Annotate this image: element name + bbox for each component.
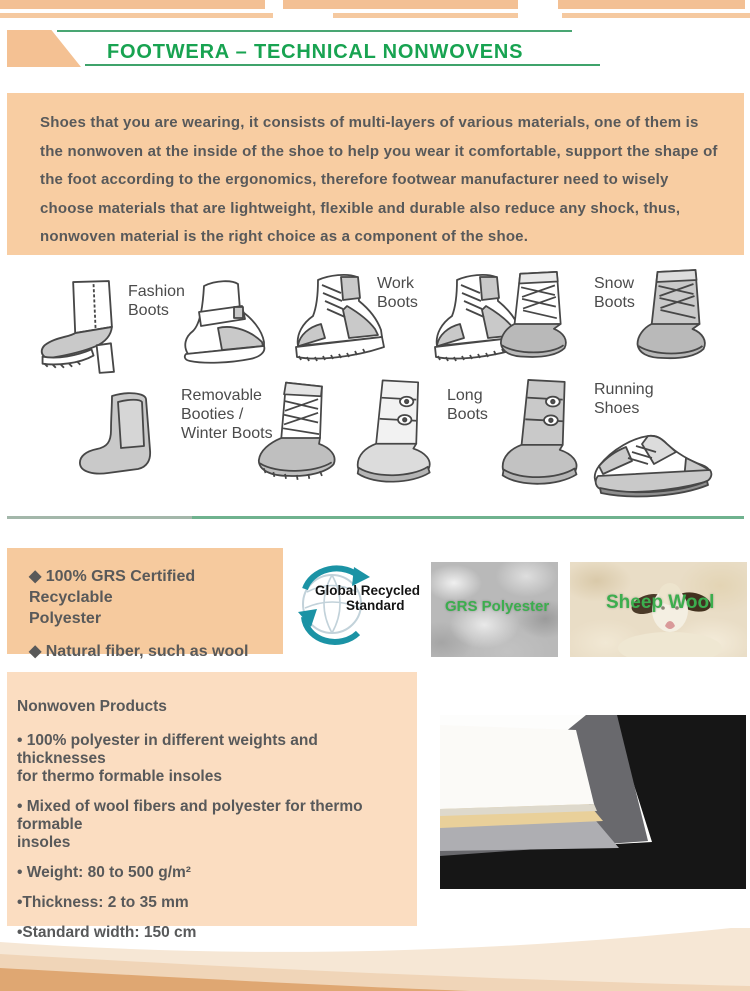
long-boot-icon [492,376,596,502]
grs-logo-text-line1: Global Recycled [315,583,421,598]
header-rule-bottom [85,64,600,66]
material-bullet-line: ◆ 100% GRS Certified Recyclable [29,568,196,606]
fashion-boots-label: Fashion Boots [128,283,185,319]
header-accent-shape [7,30,81,67]
product-item [17,894,403,912]
top-bar-segment [283,0,518,9]
product-item [17,798,403,852]
product-item [17,732,403,786]
removable-booties-label: Removable Booties / Winter Boots [181,387,273,442]
product-item-line: • Mixed of wool fibers and polyester for thermo formable [17,798,363,833]
running-shoe-icon [585,414,717,499]
running-shoes-label: Running Shoes [594,381,654,417]
boot-illustrations-section [0,264,750,510]
top-bar-segment [0,13,273,18]
intro-paragraph-box [7,93,744,255]
top-bar-segment [333,13,518,18]
intro-line: the nonwoven at the inside of the shoe to help you wear it comfortable, support the shape of [40,142,718,160]
intro-line: choose materials that are lightweight, flexible and durable also reduce any shock, thus, [40,199,681,217]
top-bar-segment [562,13,750,18]
work-boots-label: Work Boots [377,275,418,311]
grs-polyester-photo [431,562,558,657]
global-recycled-standard-logo [294,556,421,652]
material-bullet-line: ◆ Natural fiber, such as wool [29,643,249,660]
material-bullet-line: Polyester [29,610,102,627]
grs-polyester-photo-label: GRS Polyester [445,598,550,615]
header-rule-top [57,30,572,32]
top-bar-segment [0,0,265,9]
footer-decoration [0,928,750,991]
products-heading: Nonwoven Products [17,698,167,715]
nonwoven-products-box [7,672,417,941]
removable-bootie-icon [72,388,177,496]
snow-boot-icon [497,266,579,380]
product-item-line: •Standard width: 150 cm [17,924,197,941]
fashion-ankle-boot-icon [170,276,285,380]
product-item-line: • 100% polyester in different weights and thicknesses [17,732,318,767]
section-divider [7,516,744,519]
fabric-layers-photo [440,715,746,889]
sheep-wool-photo-label: Sheep Wool [606,592,715,613]
intro-line: the foot according to the ergonomics, therefore footwear manufacturer need to wisely [40,171,669,188]
product-item-line: •Thickness: 2 to 35 mm [17,894,189,911]
sheep-wool-photo [570,562,747,657]
page-title: FOOTWERA – TECHNICAL NONWOVENS [107,41,524,63]
snow-boot-icon [620,266,732,380]
snow-boots-label: Snow Boots [594,275,635,311]
long-boots-label: Long Boots [447,387,488,423]
intro-line: Shoes that you are wearing, it consists of multi-layers of various materials, one of them is [40,114,699,131]
product-item [17,864,403,882]
intro-line: nonwoven material is the right choice as a component of the shoe. [40,228,529,245]
materials-bullet-box [7,548,283,660]
top-bar-segment [558,0,745,9]
product-item-line: for thermo formable insoles [17,768,222,785]
product-item-line: insoles [17,834,71,851]
winter-boot-icon [252,376,354,502]
product-item-line: • Weight: 80 to 500 g/m² [17,864,191,881]
grs-logo-text-line2: Standard [346,598,405,613]
long-boot-icon [350,374,446,502]
